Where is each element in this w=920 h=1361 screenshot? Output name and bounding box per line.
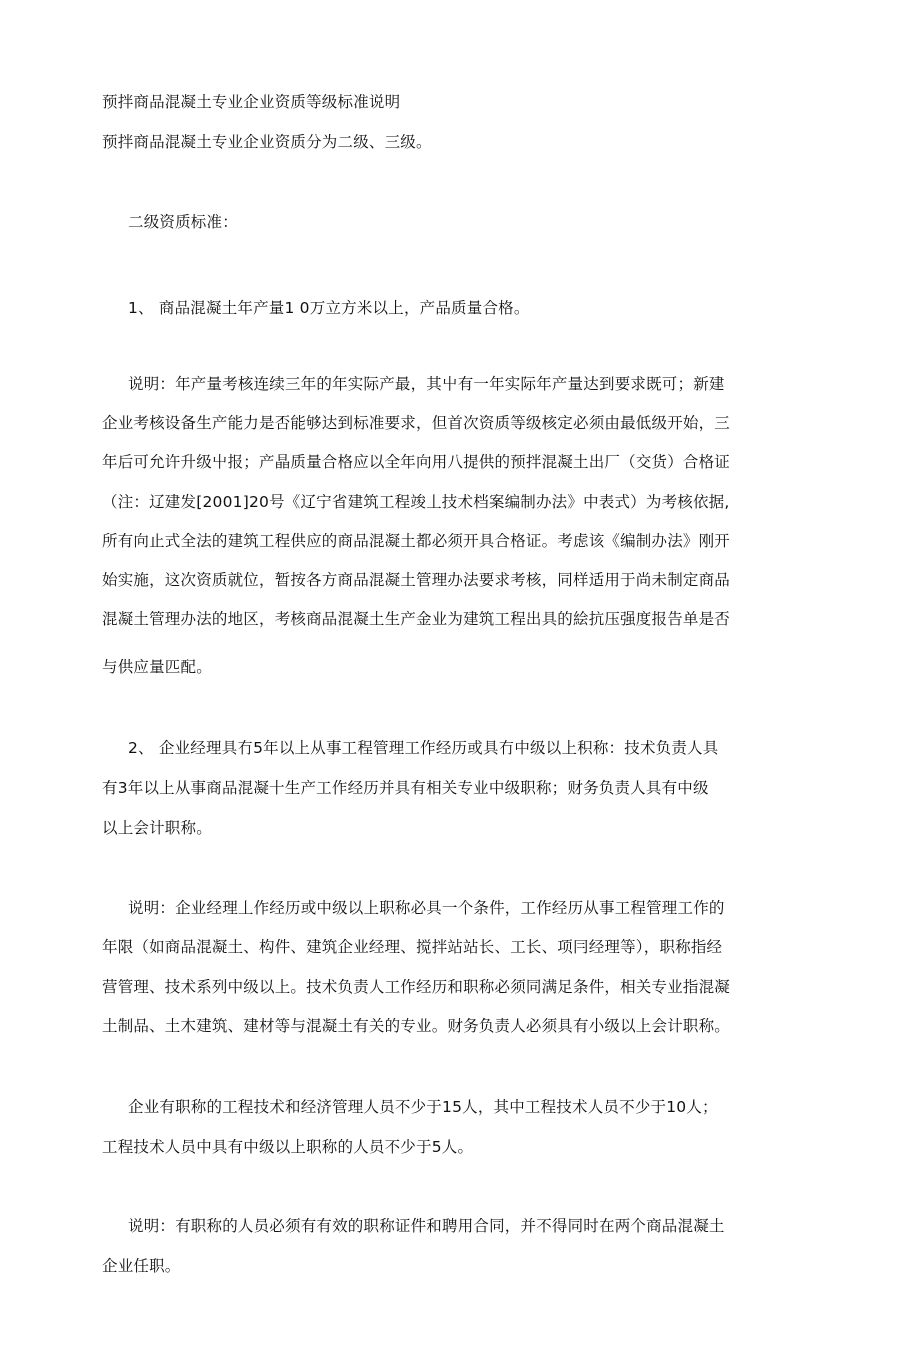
document-subtitle: 预拌商品混凝土专业企业资质分为二级、三级。 <box>102 133 432 151</box>
note-1-line: 所有向止式全法的建筑工程供应的商品混凝土都必须开具合格证。考虑该《编制办法》刚开 <box>102 532 731 550</box>
document-title: 预拌商品混凝土专业企业资质等级标准说明 <box>102 93 401 111</box>
note-3-line: 说明：有职称的人员必须有有效的职称证件和聘用合同，并不得同时在两个商品混凝土 <box>128 1217 725 1235</box>
note-2-line: 营管理、技术系列中级以上。技术负责人工作经历和职称必须同满足条件，相关专业指混凝 <box>102 978 731 996</box>
item-2-line: 以上会计职称。 <box>102 819 212 837</box>
section-heading: 二级资质标准： <box>128 213 238 231</box>
note-1-line: 企业考核设备生产能力是否能够达到标准要求，但首次资质等级核定必须由最低级开始，三 <box>102 414 731 432</box>
item-3-line: 企业有职称的工程技术和经济管理人员不少于15人，其中工程技术人员不少于10人； <box>128 1098 718 1116</box>
note-3-line: 企业任职。 <box>102 1257 181 1275</box>
note-1-line: 始实施，这次资质就位，暂按各方商品混凝土管理办法要求考核，同样适用于尚未制定商品 <box>102 571 731 589</box>
note-2-line: 说明：企业经理丄作经历或中级以上职称必具一个条件，工作经历从事工程管理工作的 <box>128 899 725 917</box>
note-2-line: 年限（如商品混凝土、构件、建筑企业经理、搅拌站站长、工长、项冃经理等），职称指经 <box>102 938 723 956</box>
note-1-line: 与供应量匹配。 <box>102 658 212 676</box>
item-2-line: 有3年以上从事商品混凝十生产工作经历并具有相关专业中级职称；财务负责人具有中级 <box>102 779 709 797</box>
item-2-line: 2、 企业经理具冇5年以上从事工程管理工作经历或具冇中级以上积称：技术负责人具 <box>128 739 719 757</box>
note-1-line: 说明：年产量考核连续三年的年实际产最，其屮有一年实际年产量达到要求既可；新建 <box>128 375 725 393</box>
item-3-line: 工程技术人员中具有中级以上职称的人员不少于5人。 <box>102 1138 474 1156</box>
note-1-line: 混凝土管理办法的地区，考核商品混凝土生产金业为建筑工程出具的絵抗压强度报告单是否 <box>102 610 731 628</box>
item-1-text: 1、 商品混凝土年产量1 0万立方米以上，产品质量合格。 <box>128 299 530 317</box>
note-1-line: 年后可允许升级屮报；产晶质量合格应以全年向用八提供的预拌混凝土出厂（交货）合格证 <box>102 453 731 471</box>
note-1-line: （注：辽建发[2001]20号《辽宁省建筑工程竣丄技术档案编制办法》中表式）为考核依据, <box>102 493 730 511</box>
note-2-line: 土制品、土木建筑、建材等与混凝土有关的专业。财务负责人必须具有小级以上会计职称。 <box>102 1017 731 1035</box>
